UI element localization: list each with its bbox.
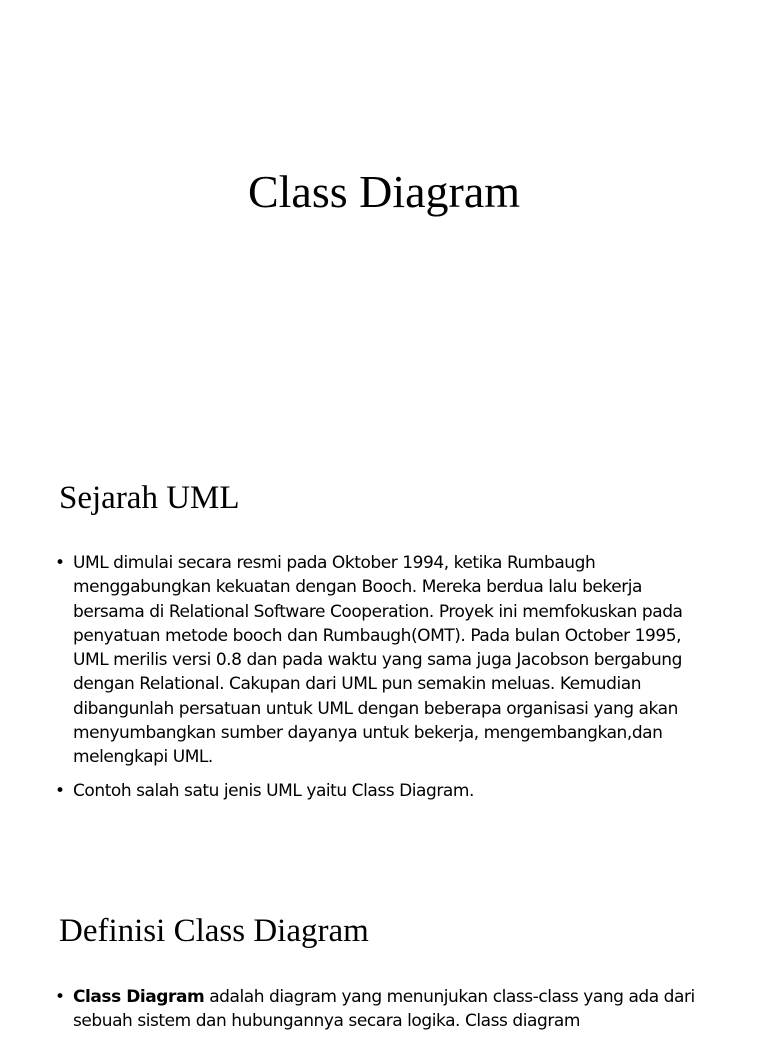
section-heading-definisi-class-diagram: Definisi Class Diagram (59, 913, 369, 949)
bullet-text: adalah diagram yang menunjukan class-class yang ada dari sebuah sistem dan hubungannya secara logika. Class diagram (73, 987, 695, 1032)
bullet-icon: • (55, 553, 65, 573)
list-item (55, 551, 715, 770)
definisi-bullet-list (55, 985, 715, 1043)
list-item (55, 779, 715, 803)
defined-term: Class Diagram (73, 987, 205, 1007)
bullet-text: Contoh salah satu jenis UML yaitu Class Diagram. (73, 780, 474, 801)
bullet-text: UML dimulai secara resmi pada Oktober 1994, ketika Rumbaugh menggabungkan kekuatan dengan Booch. Mereka berdua lalu bekerja bersama di Relational Software Cooperation. Proyek ini memfokuskan pada penyatuan metode booch dan Rumbaugh(OMT). Pada bulan October 1995, UML merilis versi 0.8 dan pada waktu yang sama juga Jacobson bergabung dengan Relational. Cakupan dari UML pun semakin meluas. Kemudian dibangunlah persatuan untuk UML dengan beberapa organisasi yang akan menyumbangkan sumber dayanya untuk bekerja, mengembangkan,dan melengkapi UML. (73, 553, 683, 768)
bullet-icon: • (55, 780, 65, 801)
sejarah-bullet-list (55, 551, 715, 812)
section-heading-sejarah-uml: Sejarah UML (59, 480, 240, 516)
slide-title: Class Diagram (247, 166, 521, 217)
list-item (55, 985, 715, 1034)
bullet-icon: • (55, 987, 65, 1007)
